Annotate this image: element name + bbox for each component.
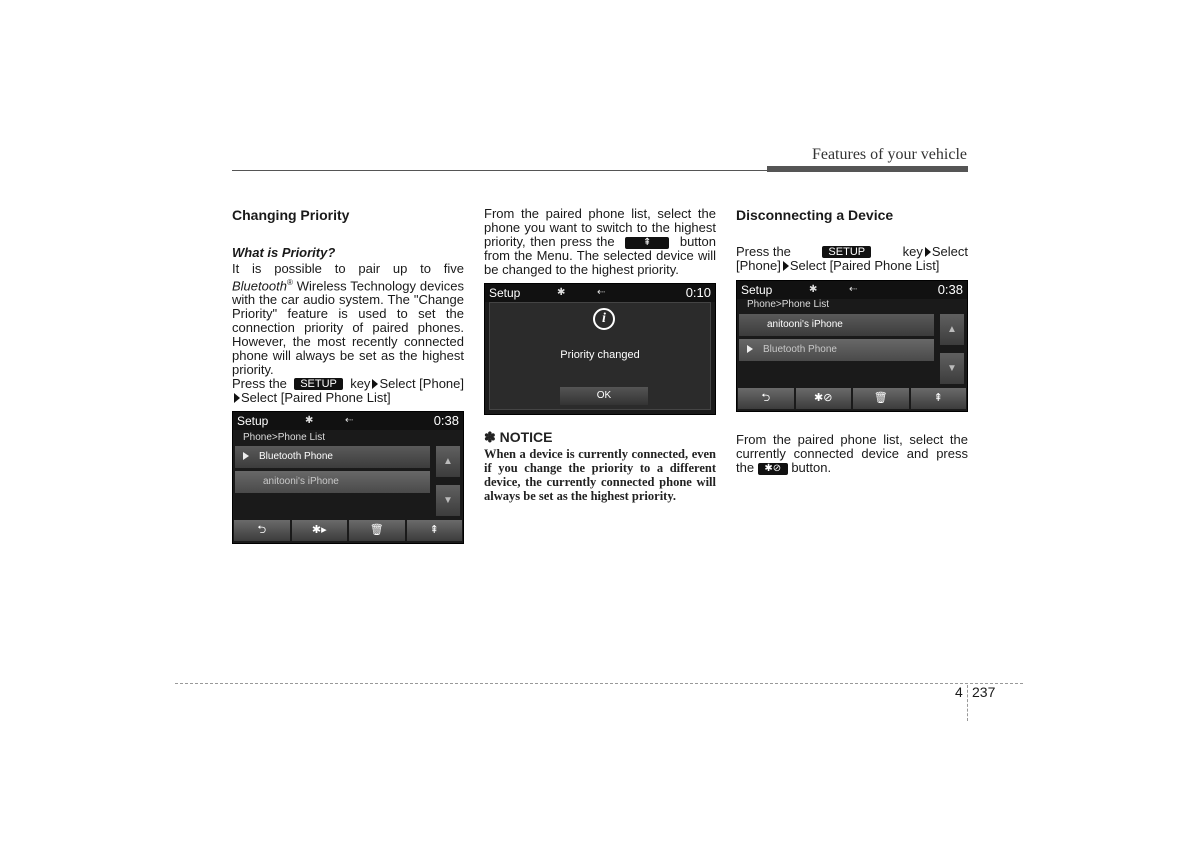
- scroll-down-button[interactable]: ▼: [436, 485, 460, 516]
- notice-body: When a device is currently connected, even if you change the priority to a different device, the currently connected phone will always be set as the highest priority.: [484, 447, 716, 503]
- select-paired-list-text: Select [Paired Phone List]: [789, 258, 940, 273]
- para-text: It is possible to pair up to five: [232, 261, 464, 276]
- back-button[interactable]: ⮌: [738, 388, 794, 409]
- phone-list-item[interactable]: [235, 446, 430, 468]
- section-number: 4: [955, 684, 963, 700]
- bluetooth-term: Bluetooth: [232, 278, 287, 294]
- screen-title: Setup: [489, 286, 521, 300]
- setup-key-icon: SETUP: [822, 246, 871, 258]
- notice-title: ✽ NOTICE: [484, 429, 553, 445]
- screen-clock: 0:38: [433, 413, 459, 428]
- screen-breadcrumb: Phone>Phone List: [243, 432, 326, 443]
- phone-list-item[interactable]: [235, 471, 430, 493]
- phone-list-item[interactable]: [739, 339, 934, 361]
- info-icon: i: [593, 308, 615, 330]
- para-text: Wireless Technology devices with the car audio system. The "Change Priority" feature is used to set the connection priority of paired phones. However, the most recently connected phone will always be set as the highest priority.: [232, 278, 464, 378]
- key-text: key: [350, 376, 371, 391]
- bluetooth-icon: ✱: [809, 284, 818, 295]
- header-bar: [767, 166, 968, 172]
- bluetooth-connect-button[interactable]: ✱▸: [292, 520, 348, 541]
- list-item-label: anitooni's iPhone: [767, 319, 843, 330]
- play-icon: [747, 345, 753, 353]
- screen-clock: 0:38: [937, 282, 963, 297]
- para-text: From the paired phone list, select the currently connected device and press the: [736, 432, 968, 475]
- screen-title: Setup: [237, 414, 269, 428]
- footer-divider: [967, 685, 968, 721]
- priority-button[interactable]: ⇞: [911, 388, 967, 409]
- footer-rule: [175, 683, 1023, 684]
- screen-priority-changed: [484, 283, 716, 415]
- section-heading-disconnecting: Disconnecting a Device: [736, 207, 894, 223]
- list-item-label: Bluetooth Phone: [259, 451, 333, 462]
- paragraph-priority: [232, 262, 464, 377]
- arrow-right-icon: [925, 247, 931, 257]
- delete-button[interactable]: 🗑: [853, 388, 909, 409]
- priority-button[interactable]: ⇞: [407, 520, 463, 541]
- scroll-up-button[interactable]: ▲: [940, 314, 964, 345]
- scroll-down-button[interactable]: ▼: [940, 353, 964, 384]
- arrow-right-icon: [783, 261, 789, 271]
- list-item-label: anitooni's iPhone: [263, 476, 339, 487]
- play-icon: [243, 452, 249, 460]
- bluetooth-icon: ✱: [305, 415, 314, 426]
- select-phone-text: Select [Phone]: [379, 376, 464, 391]
- screen-button-bar: [234, 520, 462, 541]
- subheading-what-is-priority: What is Priority?: [232, 245, 336, 260]
- paragraph-select-phone: [484, 207, 716, 277]
- bluetooth-disconnect-button[interactable]: ✱⊘: [796, 388, 852, 409]
- screen-title: Setup: [741, 283, 773, 297]
- screen-phone-list-2: [736, 280, 968, 412]
- arrow-right-icon: [234, 393, 240, 403]
- usb-icon: ⇠: [345, 415, 354, 426]
- usb-icon: ⇠: [849, 284, 858, 295]
- list-item-label: Bluetooth Phone: [763, 344, 837, 355]
- para-text: button from the Menu. The selected device will be changed to the highest priority.: [484, 234, 716, 277]
- running-header: Features of your vehicle: [811, 146, 967, 163]
- header-rule: [232, 170, 767, 171]
- screen-clock: 0:10: [685, 285, 711, 300]
- screen-breadcrumb: Phone>Phone List: [747, 299, 830, 310]
- select-paired-list-text: Select [Paired Phone List]: [241, 390, 391, 405]
- back-button[interactable]: ⮌: [234, 520, 290, 541]
- usb-icon: ⇠: [597, 287, 606, 298]
- ok-button[interactable]: OK: [560, 387, 648, 405]
- press-text: Press the: [736, 244, 791, 259]
- page-number: 237: [972, 684, 996, 700]
- scroll-up-button[interactable]: ▲: [436, 446, 460, 477]
- select-text: Select: [931, 244, 968, 259]
- phone-text: [Phone]: [736, 258, 781, 273]
- setup-key-icon: SETUP: [294, 378, 343, 390]
- paragraph-press-setup-2: [736, 245, 968, 273]
- key-text: key: [902, 244, 923, 259]
- registered-mark: ®: [286, 278, 293, 287]
- delete-button[interactable]: 🗑: [349, 520, 405, 541]
- bluetooth-icon: ✱: [557, 287, 566, 298]
- arrow-right-icon: [372, 379, 378, 389]
- priority-icon: ⇞: [625, 237, 669, 249]
- dialog-message: Priority changed: [560, 349, 640, 361]
- press-text: Press the: [232, 376, 287, 391]
- bluetooth-disconnect-icon: ✱⊘: [758, 463, 788, 475]
- section-heading-changing-priority: Changing Priority: [232, 207, 350, 223]
- paragraph-press-setup: [232, 377, 464, 405]
- phone-list-item[interactable]: [739, 314, 934, 336]
- para-text: From the paired phone list, select the phone you want to switch to the highest priority, then press the: [484, 206, 716, 249]
- para-text: button.: [791, 460, 832, 475]
- screen-phone-list-1: [232, 411, 464, 544]
- info-dialog: [489, 302, 711, 410]
- paragraph-disconnect: [736, 433, 968, 475]
- screen-button-bar: [738, 388, 966, 409]
